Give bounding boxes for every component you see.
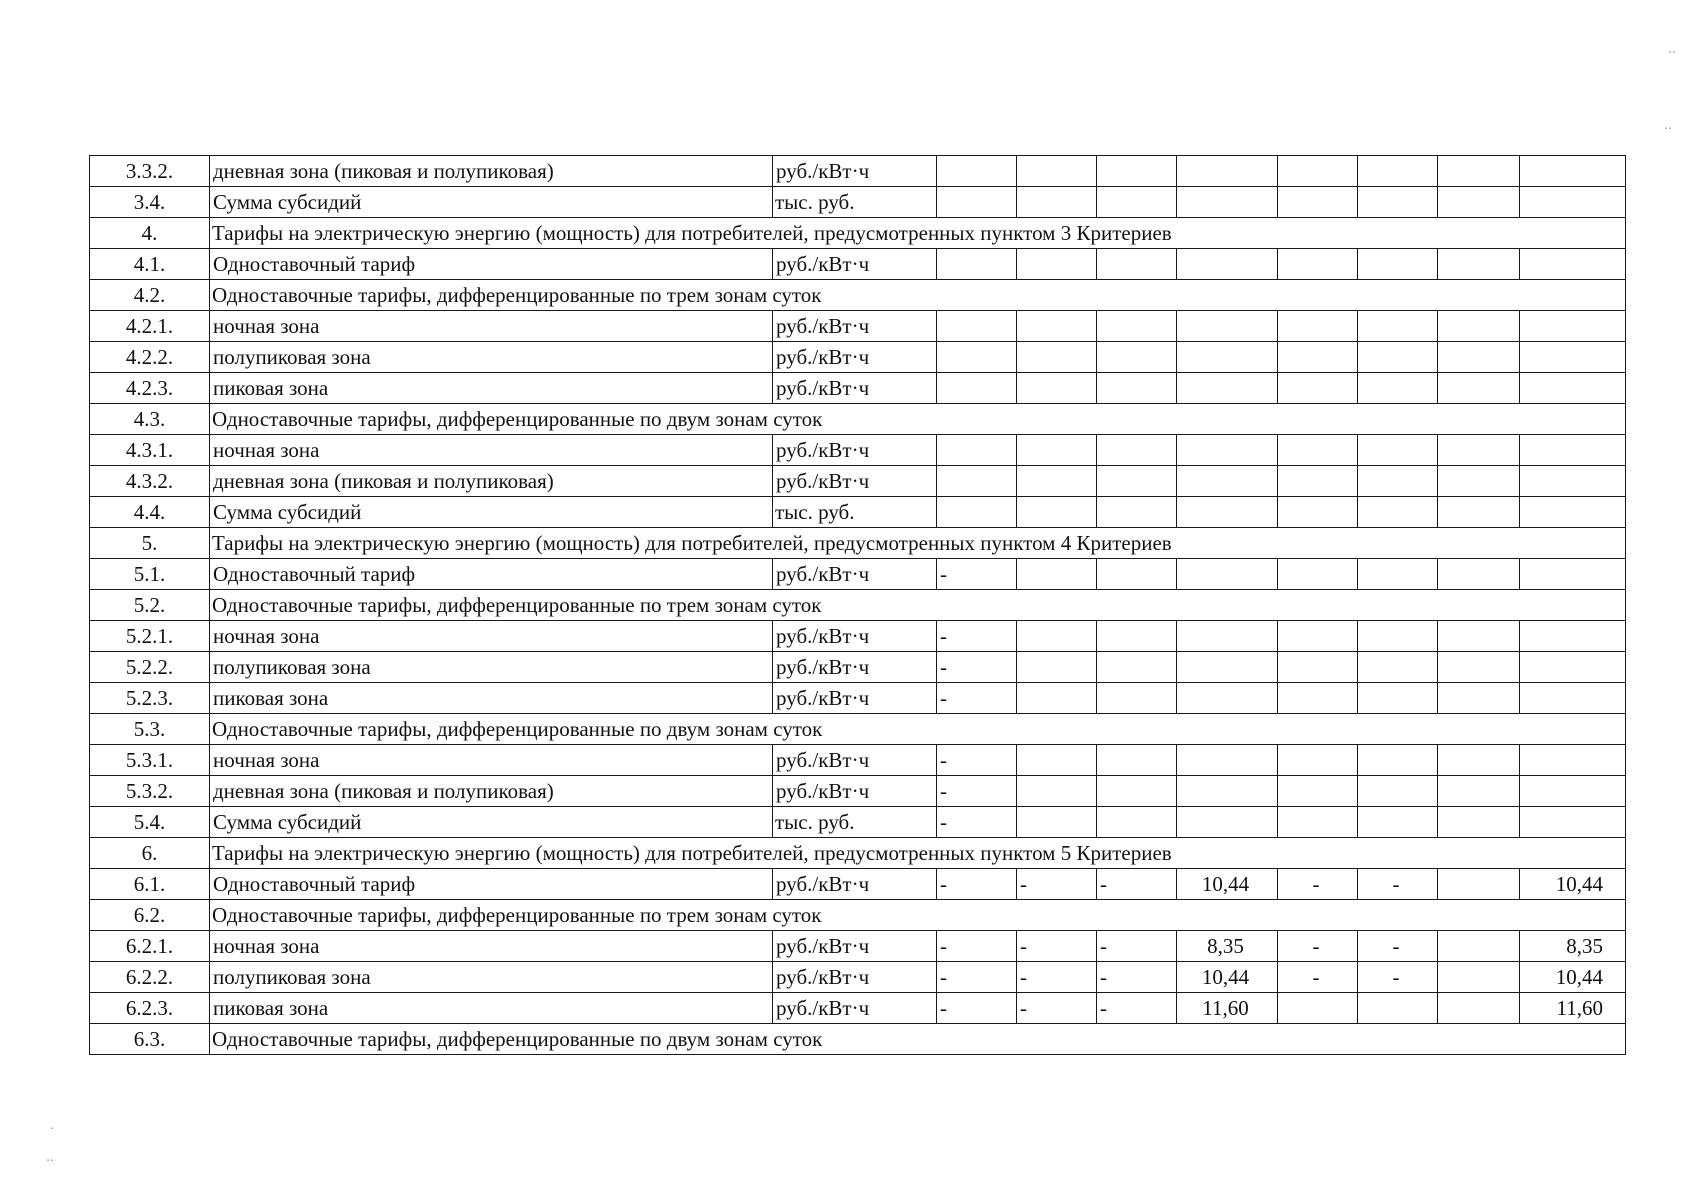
row-name: ночная зона (210, 311, 773, 342)
row-number: 4.2.3. (90, 373, 210, 404)
value-cell (1017, 652, 1097, 683)
value-cell (1278, 559, 1358, 590)
value-cell (1278, 683, 1358, 714)
value-cell: - (1097, 993, 1177, 1024)
row-unit: руб./кВт·ч (773, 373, 937, 404)
value-cell (1017, 435, 1097, 466)
value-cell: - (937, 621, 1017, 652)
value-cell (1438, 435, 1520, 466)
table-row (90, 187, 1626, 218)
value-cell (1177, 311, 1278, 342)
scan-speck: ․ (50, 1118, 55, 1132)
row-unit: тыс. руб. (773, 497, 937, 528)
table-row (90, 249, 1626, 280)
value-cell: 8,35 (1177, 931, 1278, 962)
value-cell (1097, 559, 1177, 590)
row-unit: тыс. руб. (773, 807, 937, 838)
value-cell (1278, 652, 1358, 683)
value-cell (1358, 807, 1438, 838)
value-cell (1358, 497, 1438, 528)
value-cell: - (1097, 869, 1177, 900)
table-row (90, 931, 1626, 962)
row-number: 6. (90, 838, 210, 869)
value-cell: 11,60 (1177, 993, 1278, 1024)
value-cell (1017, 342, 1097, 373)
value-cell (937, 497, 1017, 528)
value-cell: - (1278, 869, 1358, 900)
value-cell: - (937, 559, 1017, 590)
value-cell (1438, 931, 1520, 962)
value-cell: - (1097, 931, 1177, 962)
row-number: 3.4. (90, 187, 210, 218)
value-cell: - (1017, 993, 1097, 1024)
row-number: 5.3.2. (90, 776, 210, 807)
row-unit: руб./кВт·ч (773, 993, 937, 1024)
value-cell (1358, 993, 1438, 1024)
table-row (90, 311, 1626, 342)
value-cell (1097, 187, 1177, 218)
value-cell (1520, 342, 1626, 373)
row-number: 4.3. (90, 404, 210, 435)
row-unit: руб./кВт·ч (773, 683, 937, 714)
value-cell (1438, 249, 1520, 280)
value-cell (1097, 342, 1177, 373)
value-cell (1017, 745, 1097, 776)
table-section-row (90, 404, 1626, 435)
value-cell (1017, 807, 1097, 838)
value-cell (937, 311, 1017, 342)
table-row (90, 342, 1626, 373)
table-section-row (90, 714, 1626, 745)
value-cell (1438, 745, 1520, 776)
value-cell (1438, 807, 1520, 838)
table-row (90, 745, 1626, 776)
value-cell (1438, 652, 1520, 683)
value-cell (1177, 776, 1278, 807)
row-name: пиковая зона (210, 683, 773, 714)
value-cell (1358, 156, 1438, 187)
value-cell (1278, 497, 1358, 528)
value-cell (1278, 745, 1358, 776)
value-cell (1358, 745, 1438, 776)
row-unit: руб./кВт·ч (773, 776, 937, 807)
value-cell (1520, 745, 1626, 776)
value-cell (1097, 776, 1177, 807)
value-cell (1438, 621, 1520, 652)
row-unit: руб./кВт·ч (773, 559, 937, 590)
value-cell (1177, 683, 1278, 714)
row-name: Сумма субсидий (210, 807, 773, 838)
value-cell: - (937, 962, 1017, 993)
row-number: 5.2.2. (90, 652, 210, 683)
row-name: Сумма субсидий (210, 497, 773, 528)
value-cell: - (1278, 962, 1358, 993)
row-name: полупиковая зона (210, 342, 773, 373)
value-cell (1520, 187, 1626, 218)
value-cell (1097, 652, 1177, 683)
value-cell (1358, 776, 1438, 807)
table-section-row (90, 280, 1626, 311)
value-cell (1177, 745, 1278, 776)
value-cell: 10,44 (1177, 962, 1278, 993)
value-cell (1177, 559, 1278, 590)
value-cell (1278, 776, 1358, 807)
value-cell (1278, 156, 1358, 187)
value-cell: - (1278, 931, 1358, 962)
section-title: Тарифы на электрическую энергию (мощность) для потребителей, предусмотренных пунктом 3 Критериев (210, 218, 1626, 249)
scan-speck: ․․ (1664, 118, 1673, 132)
value-cell (1520, 807, 1626, 838)
value-cell (1017, 249, 1097, 280)
row-name: полупиковая зона (210, 962, 773, 993)
row-number: 4.3.2. (90, 466, 210, 497)
value-cell (1017, 621, 1097, 652)
row-name: Одноставочный тариф (210, 249, 773, 280)
value-cell (1177, 249, 1278, 280)
value-cell (1278, 807, 1358, 838)
row-name: дневная зона (пиковая и полупиковая) (210, 466, 773, 497)
value-cell (1097, 466, 1177, 497)
row-number: 6.2.2. (90, 962, 210, 993)
row-number: 5.3. (90, 714, 210, 745)
value-cell (1438, 156, 1520, 187)
row-number: 6.2.1. (90, 931, 210, 962)
value-cell (937, 435, 1017, 466)
row-number: 5.4. (90, 807, 210, 838)
row-unit: руб./кВт·ч (773, 931, 937, 962)
value-cell (1438, 559, 1520, 590)
section-title: Тарифы на электрическую энергию (мощность) для потребителей, предусмотренных пунктом 5 Критериев (210, 838, 1626, 869)
row-unit: руб./кВт·ч (773, 869, 937, 900)
row-name: пиковая зона (210, 373, 773, 404)
value-cell (1278, 621, 1358, 652)
value-cell (1017, 187, 1097, 218)
value-cell (1358, 342, 1438, 373)
table-body (90, 156, 1626, 1055)
row-number: 6.3. (90, 1024, 210, 1055)
value-cell: - (1017, 869, 1097, 900)
value-cell (1520, 156, 1626, 187)
row-unit: руб./кВт·ч (773, 249, 937, 280)
value-cell (1017, 311, 1097, 342)
value-cell: - (937, 652, 1017, 683)
value-cell (1097, 435, 1177, 466)
value-cell (1017, 559, 1097, 590)
value-cell (1177, 187, 1278, 218)
row-number: 4.1. (90, 249, 210, 280)
row-unit: руб./кВт·ч (773, 311, 937, 342)
value-cell (1438, 683, 1520, 714)
row-number: 6.2. (90, 900, 210, 931)
section-title: Одноставочные тарифы, дифференцированные по трем зонам суток (210, 280, 1626, 311)
value-cell (1358, 683, 1438, 714)
row-number: 4.2. (90, 280, 210, 311)
value-cell (1438, 466, 1520, 497)
row-unit: руб./кВт·ч (773, 466, 937, 497)
value-cell (1438, 373, 1520, 404)
value-cell (1177, 342, 1278, 373)
value-cell (1097, 621, 1177, 652)
value-cell (1520, 249, 1626, 280)
row-unit: руб./кВт·ч (773, 745, 937, 776)
row-number: 4.2.1. (90, 311, 210, 342)
value-cell (1358, 187, 1438, 218)
row-number: 6.2.3. (90, 993, 210, 1024)
section-title: Одноставочные тарифы, дифференцированные по трем зонам суток (210, 900, 1626, 931)
row-number: 4.4. (90, 497, 210, 528)
value-cell (937, 156, 1017, 187)
table-section-row (90, 528, 1626, 559)
row-unit: руб./кВт·ч (773, 342, 937, 373)
value-cell (1278, 435, 1358, 466)
value-cell (1358, 652, 1438, 683)
row-number: 5. (90, 528, 210, 559)
value-cell: - (937, 745, 1017, 776)
value-cell (1097, 373, 1177, 404)
table-row (90, 807, 1626, 838)
value-cell (1097, 311, 1177, 342)
value-cell (1438, 869, 1520, 900)
value-cell (937, 466, 1017, 497)
table-section-row (90, 900, 1626, 931)
value-cell (937, 373, 1017, 404)
value-cell (1520, 621, 1626, 652)
value-cell (1520, 466, 1626, 497)
value-cell (1520, 497, 1626, 528)
value-cell (1017, 776, 1097, 807)
section-title: Одноставочные тарифы, дифференцированные по двум зонам суток (210, 404, 1626, 435)
value-cell (1358, 311, 1438, 342)
value-cell (1017, 497, 1097, 528)
table-row (90, 466, 1626, 497)
value-cell: - (1358, 931, 1438, 962)
value-cell (1017, 156, 1097, 187)
value-cell (1438, 187, 1520, 218)
value-cell (1097, 497, 1177, 528)
table-section-row (90, 590, 1626, 621)
table-row (90, 156, 1626, 187)
value-cell (1177, 435, 1278, 466)
row-number: 5.2. (90, 590, 210, 621)
row-name: дневная зона (пиковая и полупиковая) (210, 776, 773, 807)
section-title: Одноставочные тарифы, дифференцированные по двум зонам суток (210, 714, 1626, 745)
row-unit: руб./кВт·ч (773, 652, 937, 683)
scan-speck: ․․ (46, 1150, 55, 1164)
value-cell (1177, 156, 1278, 187)
row-number: 6.1. (90, 869, 210, 900)
value-cell (1520, 559, 1626, 590)
row-number: 3.3.2. (90, 156, 210, 187)
row-unit: руб./кВт·ч (773, 156, 937, 187)
value-cell (1438, 993, 1520, 1024)
value-cell (1017, 466, 1097, 497)
value-cell (1520, 311, 1626, 342)
row-name: Одноставочный тариф (210, 869, 773, 900)
value-cell (1438, 962, 1520, 993)
row-name: дневная зона (пиковая и полупиковая) (210, 156, 773, 187)
value-cell (1097, 683, 1177, 714)
table-row (90, 962, 1626, 993)
value-cell (1177, 466, 1278, 497)
value-cell (1358, 435, 1438, 466)
section-title: Тарифы на электрическую энергию (мощность) для потребителей, предусмотренных пунктом 4 Критериев (210, 528, 1626, 559)
section-title: Одноставочные тарифы, дифференцированные по трем зонам суток (210, 590, 1626, 621)
value-cell (1520, 683, 1626, 714)
value-cell (1177, 621, 1278, 652)
scan-speck: ․․ (1668, 42, 1677, 56)
row-name: полупиковая зона (210, 652, 773, 683)
value-cell (1017, 373, 1097, 404)
row-unit: руб./кВт·ч (773, 621, 937, 652)
row-number: 4.3.1. (90, 435, 210, 466)
value-cell (937, 187, 1017, 218)
value-cell (1177, 497, 1278, 528)
table-section-row (90, 1024, 1626, 1055)
value-cell (1097, 156, 1177, 187)
row-name: ночная зона (210, 931, 773, 962)
value-cell: 11,60 (1520, 993, 1626, 1024)
table-row (90, 993, 1626, 1024)
value-cell: - (1017, 931, 1097, 962)
row-number: 5.3.1. (90, 745, 210, 776)
value-cell (1520, 373, 1626, 404)
value-cell: - (1358, 869, 1438, 900)
table-row (90, 621, 1626, 652)
value-cell (1278, 187, 1358, 218)
value-cell: 10,44 (1520, 962, 1626, 993)
row-name: Сумма субсидий (210, 187, 773, 218)
table-section-row (90, 218, 1626, 249)
value-cell (1278, 373, 1358, 404)
value-cell (1278, 311, 1358, 342)
row-number: 4. (90, 218, 210, 249)
value-cell: - (937, 683, 1017, 714)
value-cell (1358, 249, 1438, 280)
value-cell: 10,44 (1520, 869, 1626, 900)
value-cell (1177, 652, 1278, 683)
value-cell (1358, 559, 1438, 590)
row-number: 5.1. (90, 559, 210, 590)
value-cell (1358, 373, 1438, 404)
value-cell (1438, 311, 1520, 342)
value-cell (1278, 993, 1358, 1024)
value-cell (937, 249, 1017, 280)
value-cell: - (1358, 962, 1438, 993)
table-row (90, 497, 1626, 528)
row-unit: руб./кВт·ч (773, 962, 937, 993)
value-cell: 8,35 (1520, 931, 1626, 962)
row-name: ночная зона (210, 435, 773, 466)
value-cell (1278, 249, 1358, 280)
value-cell (937, 342, 1017, 373)
value-cell (1177, 373, 1278, 404)
value-cell: 10,44 (1177, 869, 1278, 900)
value-cell: - (937, 807, 1017, 838)
value-cell: - (1097, 962, 1177, 993)
table-section-row (90, 838, 1626, 869)
row-unit: руб./кВт·ч (773, 435, 937, 466)
table-row (90, 776, 1626, 807)
value-cell (1520, 776, 1626, 807)
table-row (90, 435, 1626, 466)
row-number: 5.2.3. (90, 683, 210, 714)
tariff-table (89, 155, 1626, 1055)
value-cell (1097, 249, 1177, 280)
value-cell: - (1017, 962, 1097, 993)
value-cell (1520, 652, 1626, 683)
section-title: Одноставочные тарифы, дифференцированные по двум зонам суток (210, 1024, 1626, 1055)
value-cell: - (937, 776, 1017, 807)
value-cell (1438, 497, 1520, 528)
table-row (90, 559, 1626, 590)
value-cell: - (937, 931, 1017, 962)
value-cell (1520, 435, 1626, 466)
row-name: Одноставочный тариф (210, 559, 773, 590)
value-cell: - (937, 993, 1017, 1024)
row-name: ночная зона (210, 745, 773, 776)
row-unit: тыс. руб. (773, 187, 937, 218)
table-row (90, 652, 1626, 683)
table-row (90, 373, 1626, 404)
table-row (90, 683, 1626, 714)
value-cell (1177, 807, 1278, 838)
value-cell (1278, 342, 1358, 373)
value-cell (1358, 466, 1438, 497)
value-cell (1438, 776, 1520, 807)
row-number: 4.2.2. (90, 342, 210, 373)
value-cell: - (937, 869, 1017, 900)
value-cell (1438, 342, 1520, 373)
value-cell (1097, 807, 1177, 838)
row-number: 5.2.1. (90, 621, 210, 652)
value-cell (1358, 621, 1438, 652)
value-cell (1017, 683, 1097, 714)
value-cell (1097, 745, 1177, 776)
table-row (90, 869, 1626, 900)
row-name: пиковая зона (210, 993, 773, 1024)
value-cell (1278, 466, 1358, 497)
row-name: ночная зона (210, 621, 773, 652)
